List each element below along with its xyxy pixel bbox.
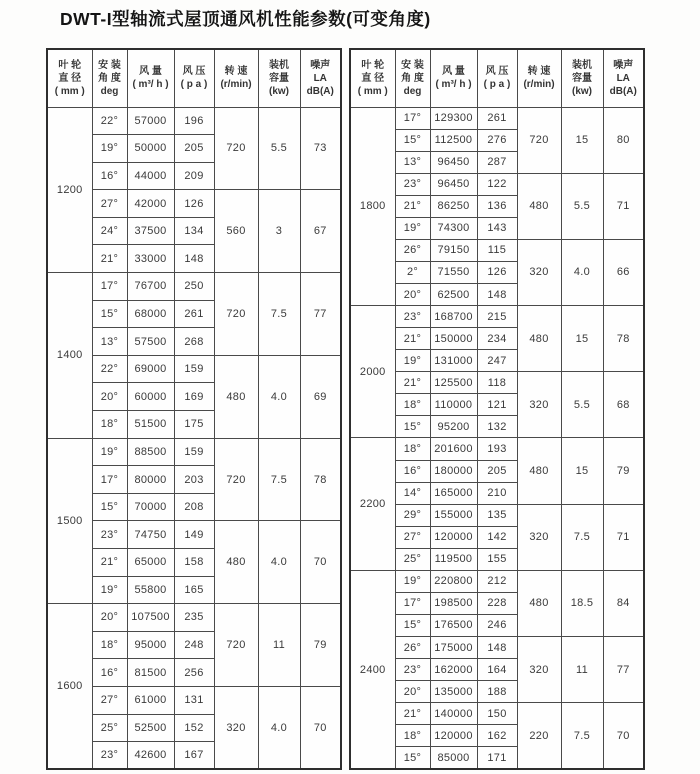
- column-header-angle: [92, 49, 127, 107]
- header-row: [350, 49, 644, 107]
- table-row: [350, 637, 644, 659]
- table-row: [350, 306, 644, 328]
- column-header-speed-line: (r/min): [220, 79, 252, 91]
- column-header-power-line: (kw): [269, 85, 289, 97]
- pressure-cell: 209: [174, 162, 214, 190]
- column-header-angle: [395, 49, 430, 107]
- volume-cell: 55800: [127, 576, 174, 604]
- pressure-cell: 148: [477, 637, 517, 659]
- volume-cell: 162000: [430, 659, 477, 681]
- pressure-cell: 205: [477, 460, 517, 482]
- volume-cell: 79150: [430, 239, 477, 261]
- volume-cell: 81500: [127, 659, 174, 687]
- column-header-power-line: (kw): [572, 85, 592, 97]
- angle-cell: 22°: [92, 355, 127, 383]
- pressure-cell: 142: [477, 526, 517, 548]
- angle-cell: 21°: [395, 328, 430, 350]
- power-cell: 4.0: [258, 521, 300, 604]
- column-header-power: [561, 49, 603, 107]
- table-row: [350, 570, 644, 592]
- angle-cell: 19°: [92, 135, 127, 163]
- volume-cell: 107500: [127, 604, 174, 632]
- angle-cell: 17°: [395, 107, 430, 129]
- pressure-cell: 167: [174, 742, 214, 770]
- noise-cell: 79: [603, 438, 644, 504]
- angle-cell: 15°: [395, 416, 430, 438]
- power-cell: 7.5: [258, 273, 300, 356]
- angle-cell: 23°: [395, 173, 430, 195]
- column-header-diameter-line: ( mm ): [357, 85, 388, 97]
- column-header-diameter-line: 直 径: [361, 72, 385, 84]
- table-row: [350, 107, 644, 129]
- column-header-angle-line: 角 度: [401, 72, 424, 84]
- column-header-noise: [300, 49, 341, 107]
- column-header-volume-line: 风 量: [139, 66, 162, 78]
- power-cell: 15: [561, 107, 603, 173]
- table-row: [350, 703, 644, 725]
- volume-cell: 96450: [430, 151, 477, 173]
- angle-cell: 13°: [395, 151, 430, 173]
- volume-cell: 33000: [127, 245, 174, 273]
- column-header-angle-line: deg: [100, 85, 119, 97]
- volume-cell: 220800: [430, 570, 477, 592]
- pressure-cell: 152: [174, 714, 214, 742]
- tables-container: [46, 48, 645, 770]
- volume-cell: 44000: [127, 162, 174, 190]
- speed-cell: 720: [517, 107, 561, 173]
- pressure-cell: 228: [477, 592, 517, 614]
- noise-cell: 80: [603, 107, 644, 173]
- volume-cell: 95200: [430, 416, 477, 438]
- column-header-noise-line: dB(A): [609, 85, 637, 97]
- angle-cell: 22°: [92, 107, 127, 135]
- angle-cell: 19°: [92, 576, 127, 604]
- volume-cell: 176500: [430, 614, 477, 636]
- noise-cell: 77: [603, 637, 644, 703]
- volume-cell: 80000: [127, 466, 174, 494]
- column-header-diameter-line: 叶 轮: [58, 59, 82, 71]
- angle-cell: 25°: [395, 548, 430, 570]
- column-header-diameter-line: 直 径: [58, 72, 82, 84]
- noise-cell: 78: [603, 306, 644, 372]
- volume-cell: 96450: [430, 173, 477, 195]
- performance-table-right: [349, 48, 645, 770]
- pressure-cell: 171: [477, 747, 517, 769]
- angle-cell: 21°: [395, 703, 430, 725]
- column-header-noise-line: LA: [616, 72, 630, 84]
- volume-cell: 51500: [127, 411, 174, 439]
- table-row: [47, 190, 341, 218]
- angle-cell: 18°: [92, 411, 127, 439]
- column-header-volume-line: ( m³/ h ): [435, 79, 472, 91]
- pressure-cell: 131: [174, 686, 214, 714]
- pressure-cell: 162: [477, 725, 517, 747]
- angle-cell: 21°: [395, 372, 430, 394]
- speed-cell: 720: [214, 107, 258, 190]
- pressure-cell: 126: [174, 190, 214, 218]
- angle-cell: 23°: [395, 659, 430, 681]
- column-header-pressure-line: 风 压: [182, 66, 206, 78]
- noise-cell: 79: [300, 604, 341, 687]
- pressure-cell: 196: [174, 107, 214, 135]
- table-row: [350, 173, 644, 195]
- angle-cell: 17°: [92, 466, 127, 494]
- volume-cell: 69000: [127, 355, 174, 383]
- pressure-cell: 246: [477, 614, 517, 636]
- angle-cell: 16°: [92, 659, 127, 687]
- volume-cell: 120000: [430, 526, 477, 548]
- angle-cell: 26°: [395, 239, 430, 261]
- power-cell: 7.5: [561, 703, 603, 770]
- speed-cell: 720: [214, 604, 258, 687]
- column-header-power-line: 装机: [269, 59, 289, 71]
- angle-cell: 23°: [92, 742, 127, 770]
- angle-cell: 18°: [395, 394, 430, 416]
- pressure-cell: 248: [174, 631, 214, 659]
- column-header-diameter: [47, 49, 92, 107]
- volume-cell: 198500: [430, 592, 477, 614]
- pressure-cell: 234: [477, 328, 517, 350]
- power-cell: 15: [561, 438, 603, 504]
- column-header-speed: [517, 49, 561, 107]
- column-header-noise-line: dB(A): [306, 85, 334, 97]
- angle-cell: 19°: [395, 570, 430, 592]
- volume-cell: 129300: [430, 107, 477, 129]
- angle-cell: 17°: [92, 273, 127, 301]
- angle-cell: 15°: [395, 747, 430, 769]
- noise-cell: 78: [300, 438, 341, 521]
- angle-cell: 13°: [92, 328, 127, 356]
- volume-cell: 57500: [127, 328, 174, 356]
- power-cell: 5.5: [561, 372, 603, 438]
- pressure-cell: 118: [477, 372, 517, 394]
- volume-cell: 135000: [430, 681, 477, 703]
- column-header-power: [258, 49, 300, 107]
- volume-cell: 95000: [127, 631, 174, 659]
- angle-cell: 17°: [395, 592, 430, 614]
- pressure-cell: 164: [477, 659, 517, 681]
- column-header-speed-line: 转 速: [224, 66, 248, 78]
- angle-cell: 27°: [92, 686, 127, 714]
- pressure-cell: 208: [174, 493, 214, 521]
- speed-cell: 320: [517, 637, 561, 703]
- column-header-angle-line: 安 装: [98, 59, 121, 71]
- volume-cell: 61000: [127, 686, 174, 714]
- angle-cell: 19°: [395, 350, 430, 372]
- noise-cell: 71: [603, 173, 644, 239]
- angle-cell: 20°: [395, 681, 430, 703]
- volume-cell: 120000: [430, 725, 477, 747]
- speed-cell: 480: [517, 173, 561, 239]
- angle-cell: 27°: [395, 526, 430, 548]
- pressure-cell: 149: [174, 521, 214, 549]
- column-header-volume: [430, 49, 477, 107]
- angle-cell: 18°: [395, 725, 430, 747]
- volume-cell: 62500: [430, 284, 477, 306]
- pressure-cell: 188: [477, 681, 517, 703]
- volume-cell: 88500: [127, 438, 174, 466]
- diameter-cell: 2000: [350, 306, 395, 438]
- noise-cell: 66: [603, 239, 644, 305]
- column-header-speed-line: (r/min): [523, 79, 555, 91]
- angle-cell: 20°: [92, 383, 127, 411]
- power-cell: 5.5: [258, 107, 300, 190]
- speed-cell: 480: [517, 438, 561, 504]
- diameter-cell: 2400: [350, 570, 395, 769]
- pressure-cell: 155: [477, 548, 517, 570]
- angle-cell: 15°: [92, 300, 127, 328]
- pressure-cell: 165: [174, 576, 214, 604]
- volume-cell: 50000: [127, 135, 174, 163]
- volume-cell: 74300: [430, 217, 477, 239]
- page-title: DWT-I型轴流式屋顶通风机性能参数(可变角度): [60, 9, 431, 29]
- table-row: [47, 273, 341, 301]
- pressure-cell: 276: [477, 129, 517, 151]
- volume-cell: 168700: [430, 306, 477, 328]
- pressure-cell: 261: [477, 107, 517, 129]
- volume-cell: 165000: [430, 482, 477, 504]
- speed-cell: 480: [517, 570, 561, 636]
- diameter-cell: 1200: [47, 107, 92, 273]
- noise-cell: 73: [300, 107, 341, 190]
- noise-cell: 70: [300, 686, 341, 769]
- angle-cell: 23°: [395, 306, 430, 328]
- column-header-diameter-line: ( mm ): [54, 85, 85, 97]
- pressure-cell: 247: [477, 350, 517, 372]
- power-cell: 7.5: [258, 438, 300, 521]
- column-header-pressure-line: 风 压: [485, 66, 509, 78]
- angle-cell: 15°: [395, 614, 430, 636]
- angle-cell: 15°: [395, 129, 430, 151]
- pressure-cell: 256: [174, 659, 214, 687]
- table-row: [47, 355, 341, 383]
- speed-cell: 480: [214, 521, 258, 604]
- volume-cell: 201600: [430, 438, 477, 460]
- noise-cell: 68: [603, 372, 644, 438]
- volume-cell: 42600: [127, 742, 174, 770]
- pressure-cell: 215: [477, 306, 517, 328]
- volume-cell: 74750: [127, 521, 174, 549]
- volume-cell: 112500: [430, 129, 477, 151]
- volume-cell: 65000: [127, 549, 174, 577]
- angle-cell: 20°: [395, 284, 430, 306]
- pressure-cell: 210: [477, 482, 517, 504]
- volume-cell: 110000: [430, 394, 477, 416]
- volume-cell: 180000: [430, 460, 477, 482]
- speed-cell: 220: [517, 703, 561, 770]
- column-header-noise-line: LA: [313, 72, 327, 84]
- pressure-cell: 143: [477, 217, 517, 239]
- noise-cell: 70: [300, 521, 341, 604]
- volume-cell: 131000: [430, 350, 477, 372]
- pressure-cell: 134: [174, 217, 214, 245]
- column-header-pressure-line: ( p a ): [483, 79, 511, 91]
- pressure-cell: 193: [477, 438, 517, 460]
- column-header-angle-line: 角 度: [98, 72, 121, 84]
- angle-cell: 21°: [92, 245, 127, 273]
- volume-cell: 150000: [430, 328, 477, 350]
- column-header-diameter: [350, 49, 395, 107]
- column-header-volume: [127, 49, 174, 107]
- angle-cell: 23°: [92, 521, 127, 549]
- volume-cell: 119500: [430, 548, 477, 570]
- power-cell: 11: [561, 637, 603, 703]
- volume-cell: 85000: [430, 747, 477, 769]
- speed-cell: 320: [517, 239, 561, 305]
- speed-cell: 320: [517, 372, 561, 438]
- noise-cell: 70: [603, 703, 644, 770]
- speed-cell: 320: [214, 686, 258, 769]
- noise-cell: 71: [603, 504, 644, 570]
- angle-cell: 16°: [395, 460, 430, 482]
- column-header-speed-line: 转 速: [527, 66, 551, 78]
- column-header-noise-line: 噪声: [310, 59, 331, 71]
- volume-cell: 125500: [430, 372, 477, 394]
- volume-cell: 140000: [430, 703, 477, 725]
- angle-cell: 15°: [92, 493, 127, 521]
- pressure-cell: 158: [174, 549, 214, 577]
- angle-cell: 24°: [92, 217, 127, 245]
- volume-cell: 42000: [127, 190, 174, 218]
- speed-cell: 320: [517, 504, 561, 570]
- pressure-cell: 287: [477, 151, 517, 173]
- pressure-cell: 126: [477, 261, 517, 283]
- power-cell: 4.0: [561, 239, 603, 305]
- volume-cell: 71550: [430, 261, 477, 283]
- column-header-angle-line: deg: [403, 85, 422, 97]
- table-row: [350, 438, 644, 460]
- pressure-cell: 148: [174, 245, 214, 273]
- pressure-cell: 205: [174, 135, 214, 163]
- column-header-noise: [603, 49, 644, 107]
- table-row: [350, 372, 644, 394]
- pressure-cell: 132: [477, 416, 517, 438]
- pressure-cell: 169: [174, 383, 214, 411]
- pressure-cell: 115: [477, 239, 517, 261]
- pressure-cell: 268: [174, 328, 214, 356]
- table-row: [47, 107, 341, 135]
- speed-cell: 480: [517, 306, 561, 372]
- column-header-power-line: 容量: [572, 72, 592, 84]
- pressure-cell: 203: [174, 466, 214, 494]
- table-row: [350, 504, 644, 526]
- pressure-cell: 148: [477, 284, 517, 306]
- power-cell: 11: [258, 604, 300, 687]
- volume-cell: 76700: [127, 273, 174, 301]
- noise-cell: 69: [300, 355, 341, 438]
- volume-cell: 70000: [127, 493, 174, 521]
- power-cell: 3: [258, 190, 300, 273]
- diameter-cell: 1400: [47, 273, 92, 439]
- speed-cell: 720: [214, 273, 258, 356]
- speed-cell: 720: [214, 438, 258, 521]
- column-header-volume-line: ( m³/ h ): [132, 79, 169, 91]
- angle-cell: 27°: [92, 190, 127, 218]
- pressure-cell: 122: [477, 173, 517, 195]
- power-cell: 15: [561, 306, 603, 372]
- table-row: [350, 239, 644, 261]
- angle-cell: 21°: [395, 195, 430, 217]
- table-row: [47, 521, 341, 549]
- power-cell: 5.5: [561, 173, 603, 239]
- speed-cell: 480: [214, 355, 258, 438]
- angle-cell: 16°: [92, 162, 127, 190]
- power-cell: 18.5: [561, 570, 603, 636]
- table-row: [47, 438, 341, 466]
- power-cell: 4.0: [258, 686, 300, 769]
- table-row: [47, 686, 341, 714]
- volume-cell: 175000: [430, 637, 477, 659]
- noise-cell: 77: [300, 273, 341, 356]
- diameter-cell: 1600: [47, 604, 92, 770]
- column-header-power-line: 装机: [572, 59, 592, 71]
- pressure-cell: 261: [174, 300, 214, 328]
- angle-cell: 18°: [395, 438, 430, 460]
- volume-cell: 52500: [127, 714, 174, 742]
- speed-cell: 560: [214, 190, 258, 273]
- volume-cell: 60000: [127, 383, 174, 411]
- volume-cell: 86250: [430, 195, 477, 217]
- volume-cell: 37500: [127, 217, 174, 245]
- pressure-cell: 235: [174, 604, 214, 632]
- pressure-cell: 159: [174, 355, 214, 383]
- volume-cell: 155000: [430, 504, 477, 526]
- header-row: [47, 49, 341, 107]
- pressure-cell: 250: [174, 273, 214, 301]
- column-header-noise-line: 噪声: [613, 59, 634, 71]
- column-header-angle-line: 安 装: [401, 59, 424, 71]
- volume-cell: 57000: [127, 107, 174, 135]
- column-header-volume-line: 风 量: [442, 66, 465, 78]
- performance-table-left: [46, 48, 342, 770]
- column-header-power-line: 容量: [269, 72, 289, 84]
- angle-cell: 20°: [92, 604, 127, 632]
- angle-cell: 25°: [92, 714, 127, 742]
- noise-cell: 67: [300, 190, 341, 273]
- angle-cell: 18°: [92, 631, 127, 659]
- angle-cell: 14°: [395, 482, 430, 504]
- pressure-cell: 121: [477, 394, 517, 416]
- angle-cell: 19°: [92, 438, 127, 466]
- pressure-cell: 135: [477, 504, 517, 526]
- power-cell: 4.0: [258, 355, 300, 438]
- power-cell: 7.5: [561, 504, 603, 570]
- diameter-cell: 1500: [47, 438, 92, 604]
- table-row: [47, 604, 341, 632]
- pressure-cell: 175: [174, 411, 214, 439]
- column-header-diameter-line: 叶 轮: [361, 59, 385, 71]
- column-header-pressure-line: ( p a ): [180, 79, 208, 91]
- angle-cell: 21°: [92, 549, 127, 577]
- angle-cell: 19°: [395, 217, 430, 239]
- pressure-cell: 159: [174, 438, 214, 466]
- diameter-cell: 1800: [350, 107, 395, 306]
- column-header-speed: [214, 49, 258, 107]
- angle-cell: 29°: [395, 504, 430, 526]
- column-header-pressure: [174, 49, 214, 107]
- pressure-cell: 150: [477, 703, 517, 725]
- pressure-cell: 136: [477, 195, 517, 217]
- diameter-cell: 2200: [350, 438, 395, 570]
- angle-cell: 26°: [395, 637, 430, 659]
- column-header-pressure: [477, 49, 517, 107]
- angle-cell: 2°: [395, 261, 430, 283]
- volume-cell: 68000: [127, 300, 174, 328]
- noise-cell: 84: [603, 570, 644, 636]
- pressure-cell: 212: [477, 570, 517, 592]
